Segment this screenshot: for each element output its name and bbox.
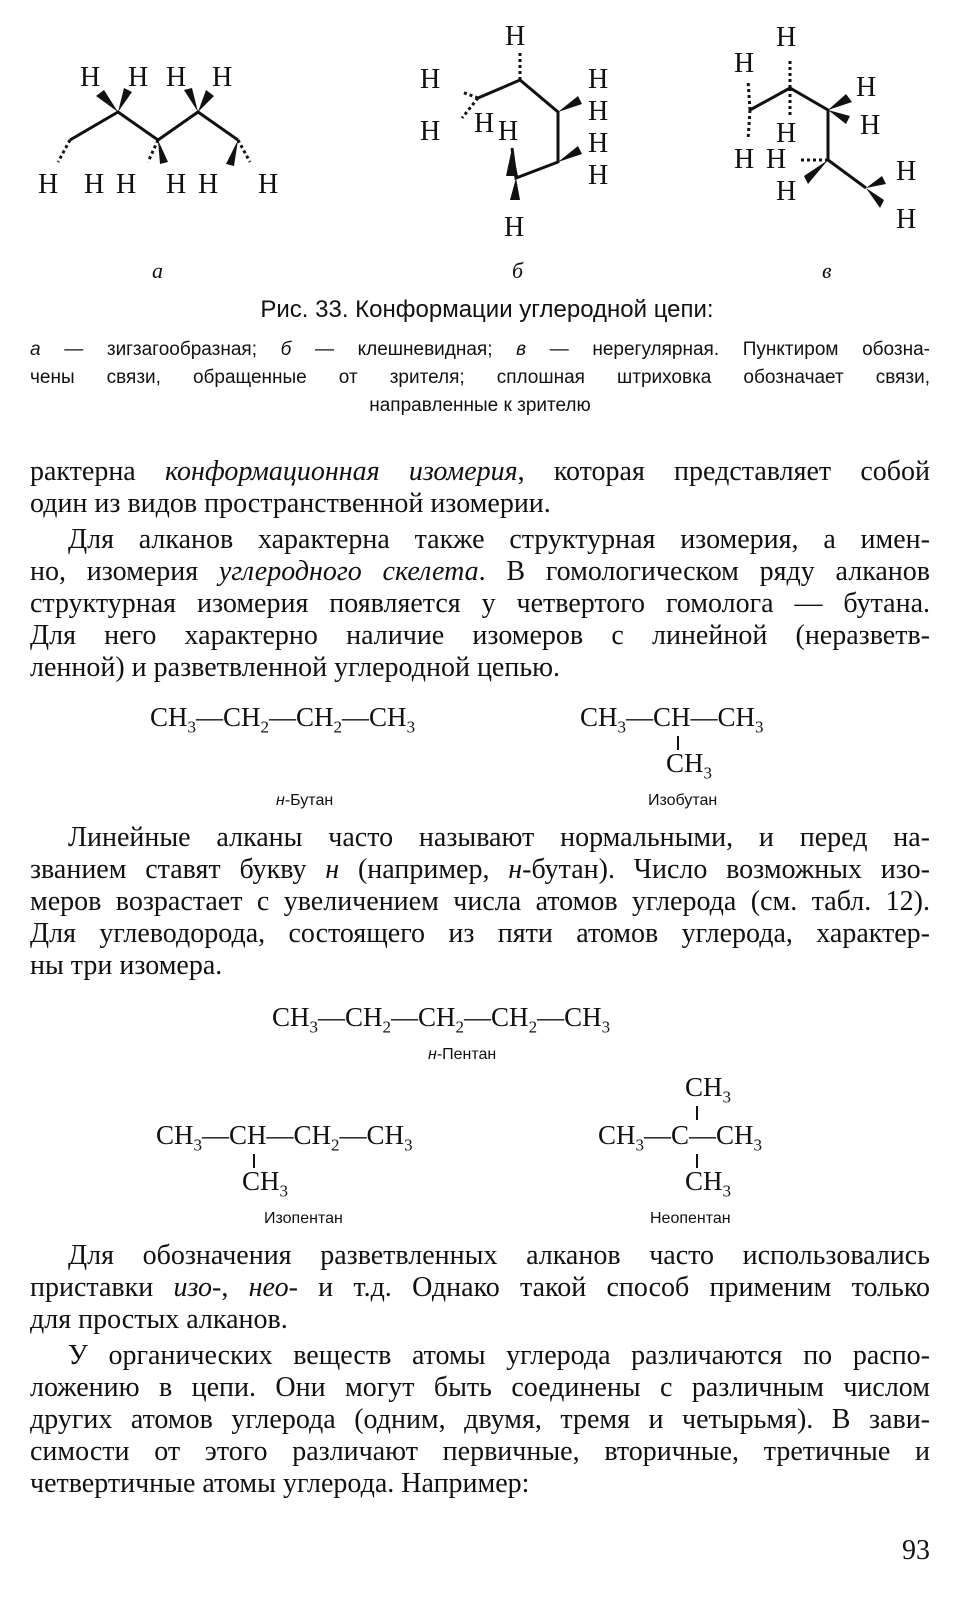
formula-subscript: 3 <box>187 717 197 737</box>
formula-isopentane-branch <box>242 1166 288 1201</box>
formula-fragment: CH <box>150 702 188 732</box>
term-n: н <box>508 854 523 885</box>
h-atom: H <box>896 204 917 235</box>
formula-neopentane <box>598 1120 762 1155</box>
text: рактерна <box>30 456 165 487</box>
text: ложению в цепи. Они могут быть соединены с различным числом <box>30 1372 930 1403</box>
panel-label-a: а <box>152 258 163 283</box>
h-atom: H <box>498 116 519 147</box>
formula-fragment: — <box>689 1120 717 1150</box>
formula-subscript: 3 <box>635 1135 645 1155</box>
formula-fragment: CH <box>223 702 261 732</box>
panel-label-c: в <box>822 258 832 283</box>
formula-isobutane-branch <box>666 748 712 783</box>
h-atom: H <box>776 176 797 207</box>
h-atom: H <box>776 118 797 149</box>
formula-subscript: 3 <box>404 1135 413 1155</box>
formula-fragment: CH <box>366 1120 405 1150</box>
h-atom: H <box>776 22 797 53</box>
formula-fragment: CH <box>242 1166 280 1196</box>
formula-fragment: CH <box>156 1120 194 1150</box>
compound-name-part: н <box>428 1046 437 1063</box>
formula-subscript: 2 <box>382 1017 392 1037</box>
formula-fragment: — <box>464 1002 492 1032</box>
text: приставки <box>30 1272 174 1303</box>
formula-subscript: 3 <box>617 717 627 737</box>
formula-isobutane <box>580 702 764 737</box>
compound-name-part: -Пентан <box>436 1046 497 1063</box>
text: Для него характерно наличие изомеров с линейной (неразветв- <box>30 620 930 651</box>
formula-fragment: CH <box>685 1072 723 1102</box>
page-number: 93 <box>902 1535 930 1566</box>
label-n-pentane <box>428 1046 496 1064</box>
text: но, изомерия <box>30 556 219 587</box>
paragraph-1 <box>30 456 930 520</box>
paragraph-3 <box>30 822 930 982</box>
conformation-figure <box>0 0 974 290</box>
text: . В гомологическом ряду алканов <box>478 556 931 587</box>
formula-subscript: 3 <box>755 717 764 737</box>
text: один из видов пространственной изомерии. <box>30 488 551 519</box>
caption-line-3: направленные к зрителю <box>369 395 591 416</box>
caption-a-text: — зигзагообразная; <box>40 339 281 360</box>
formula-fragment: CH <box>564 1002 602 1032</box>
text: для простых алканов. <box>30 1304 288 1335</box>
formula-fragment: CH <box>345 1002 383 1032</box>
h-atom: H <box>896 156 917 187</box>
panel-label-b: б <box>512 258 524 283</box>
formula-fragment: CH <box>229 1120 267 1150</box>
paragraph-2 <box>30 524 930 684</box>
text: Линейные алканы часто называют нормальными, и перед на- <box>68 822 930 853</box>
panel-a-dashes <box>58 140 250 162</box>
formula-fragment: CH <box>418 1002 456 1032</box>
formula-fragment: CH <box>491 1002 529 1032</box>
formula-fragment: CH <box>598 1120 636 1150</box>
formula-fragment: CH <box>296 702 334 732</box>
panel-b-hydrogens <box>420 21 608 243</box>
text: , которая представляет собой <box>517 456 931 487</box>
term-conformational-isomerism: конформационная изомерия <box>164 456 518 487</box>
formula-fragment: C <box>671 1120 690 1150</box>
compound-name-part: н <box>276 792 285 809</box>
h-atom: H <box>420 116 441 147</box>
formula-subscript: 3 <box>279 1181 289 1201</box>
h-atom: H <box>212 62 233 93</box>
h-atom: H <box>258 169 279 200</box>
h-atom: H <box>116 169 137 200</box>
h-atom: H <box>734 48 755 79</box>
term-n: н <box>325 854 340 885</box>
formula-fragment: CH <box>272 1002 310 1032</box>
formula-subscript: 2 <box>333 717 343 737</box>
formula-n-pentane <box>272 1002 610 1037</box>
h-atom: H <box>504 212 525 243</box>
label-n-butane <box>276 792 333 810</box>
formula-fragment: CH <box>653 702 691 732</box>
caption-a: а <box>30 339 41 360</box>
caption-c: в <box>516 339 527 360</box>
text: У органических веществ атомы углерода различаются по распо- <box>68 1340 930 1371</box>
formula-fragment: CH <box>293 1120 332 1150</box>
text: структурная изомерия появляется у четвертого гомолога — бутана. <box>30 588 930 619</box>
formula-neopentane-top <box>685 1072 731 1107</box>
text: Для углеводорода, состоящего из пяти атомов углерода, характер- <box>30 918 930 949</box>
formula-fragment: — <box>391 1002 419 1032</box>
formula-isopentane <box>156 1120 413 1155</box>
formula-subscript: 2 <box>331 1135 340 1155</box>
label-isobutane: Изобутан <box>648 792 718 809</box>
text: и т.д. Однако такой способ применим только <box>297 1272 931 1303</box>
formula-subscript: 3 <box>722 1087 732 1107</box>
formula-n-butane <box>150 702 415 737</box>
formula-neopentane-bottom <box>685 1166 731 1201</box>
h-atom: H <box>588 160 609 191</box>
panel-a-zigzag <box>70 112 238 140</box>
h-atom: H <box>474 108 495 139</box>
panel-a-hydrogens <box>38 62 278 200</box>
text: званием ставят букву <box>30 854 326 885</box>
formula-fragment: — <box>690 702 718 732</box>
caption-line-2: чены связи, обращенные от зрителя; сплошная штриховка обозначает связи, <box>30 367 930 388</box>
panel-c-hydrogens <box>734 22 916 235</box>
formula-fragment: CH <box>369 702 407 732</box>
formula-fragment: — <box>266 1120 294 1150</box>
formula-subscript: 3 <box>722 1181 732 1201</box>
text: других атомов углерода (одним, двумя, тремя и четырьмя). В зави- <box>30 1404 930 1435</box>
paragraph-4 <box>30 1240 930 1336</box>
panel-b-wedges <box>506 96 582 200</box>
formula-fragment: — <box>644 1120 672 1150</box>
term-iso: изо- <box>173 1272 222 1303</box>
label-neopentane: Неопентан <box>650 1210 731 1227</box>
formula-fragment: CH <box>717 702 756 732</box>
compound-name-part: -Бутан <box>284 792 334 809</box>
h-atom: H <box>505 21 526 52</box>
h-atom: H <box>766 144 787 175</box>
formula-fragment: — <box>202 1120 230 1150</box>
text: ленной) и разветвленной углеродной цепью. <box>30 652 561 683</box>
text: -бутан). Число возможных изо- <box>522 854 931 885</box>
formula-fragment: — <box>342 702 370 732</box>
formula-fragment: — <box>339 1120 367 1150</box>
formula-subscript: 2 <box>455 1017 465 1037</box>
formula-fragment: — <box>196 702 224 732</box>
label-isopentane: Изопентан <box>264 1210 343 1227</box>
text: , <box>221 1272 249 1303</box>
h-atom: H <box>38 169 59 200</box>
figure-caption-body <box>30 336 930 420</box>
term-neo: нео- <box>248 1272 298 1303</box>
formula-fragment: — <box>318 1002 346 1032</box>
term-carbon-skeleton: углеродного скелета <box>218 556 479 587</box>
formula-subscript: 3 <box>193 1135 203 1155</box>
figure-caption-title: Рис. 33. Конформации углеродной цепи: <box>260 296 714 323</box>
formula-subscript: 3 <box>309 1017 319 1037</box>
h-atom: H <box>588 96 609 127</box>
caption-b: б <box>280 339 292 360</box>
h-atom: H <box>420 64 441 95</box>
formula-fragment: CH <box>666 748 704 778</box>
text: четвертичные атомы углерода. Например: <box>30 1468 530 1499</box>
panel-a-wedges <box>96 88 238 166</box>
text: Для обозначения разветвленных алканов часто использовались <box>68 1240 930 1271</box>
bond-vertical <box>696 1106 698 1120</box>
h-atom: H <box>856 72 877 103</box>
text: ны три изомера. <box>30 950 223 981</box>
paragraph-5 <box>30 1340 930 1500</box>
formula-fragment: CH <box>580 702 618 732</box>
formula-subscript: 2 <box>528 1017 538 1037</box>
h-atom: H <box>80 62 101 93</box>
text: Для алканов характерна также структурная изомерия, а имен- <box>68 524 930 555</box>
h-atom: H <box>860 110 881 141</box>
formula-fragment: — <box>537 1002 565 1032</box>
h-atom: H <box>128 62 149 93</box>
h-atom: H <box>166 169 187 200</box>
caption-c-text: — нерегулярная. Пунктиром обозна- <box>526 339 930 360</box>
formula-subscript: 3 <box>406 717 416 737</box>
text: (например, <box>339 854 509 885</box>
formula-subscript: 3 <box>753 1135 763 1155</box>
h-atom: H <box>734 144 755 175</box>
text: симости от этого различают первичные, вторичные, третичные и <box>30 1436 930 1467</box>
formula-fragment: — <box>626 702 654 732</box>
h-atom: H <box>84 169 105 200</box>
text: меров возрастает с увеличением числа атомов углерода (см. табл. 12). <box>30 886 930 917</box>
formula-fragment: CH <box>716 1120 754 1150</box>
h-atom: H <box>198 169 219 200</box>
formula-subscript: 2 <box>260 717 270 737</box>
formula-fragment: CH <box>685 1166 723 1196</box>
formula-subscript: 3 <box>703 763 713 783</box>
h-atom: H <box>588 128 609 159</box>
formula-subscript: 3 <box>601 1017 611 1037</box>
h-atom: H <box>166 62 187 93</box>
panel-labels <box>152 258 832 283</box>
formula-fragment: — <box>269 702 297 732</box>
h-atom: H <box>588 64 609 95</box>
caption-b-text: — клешневидная; <box>291 339 517 360</box>
